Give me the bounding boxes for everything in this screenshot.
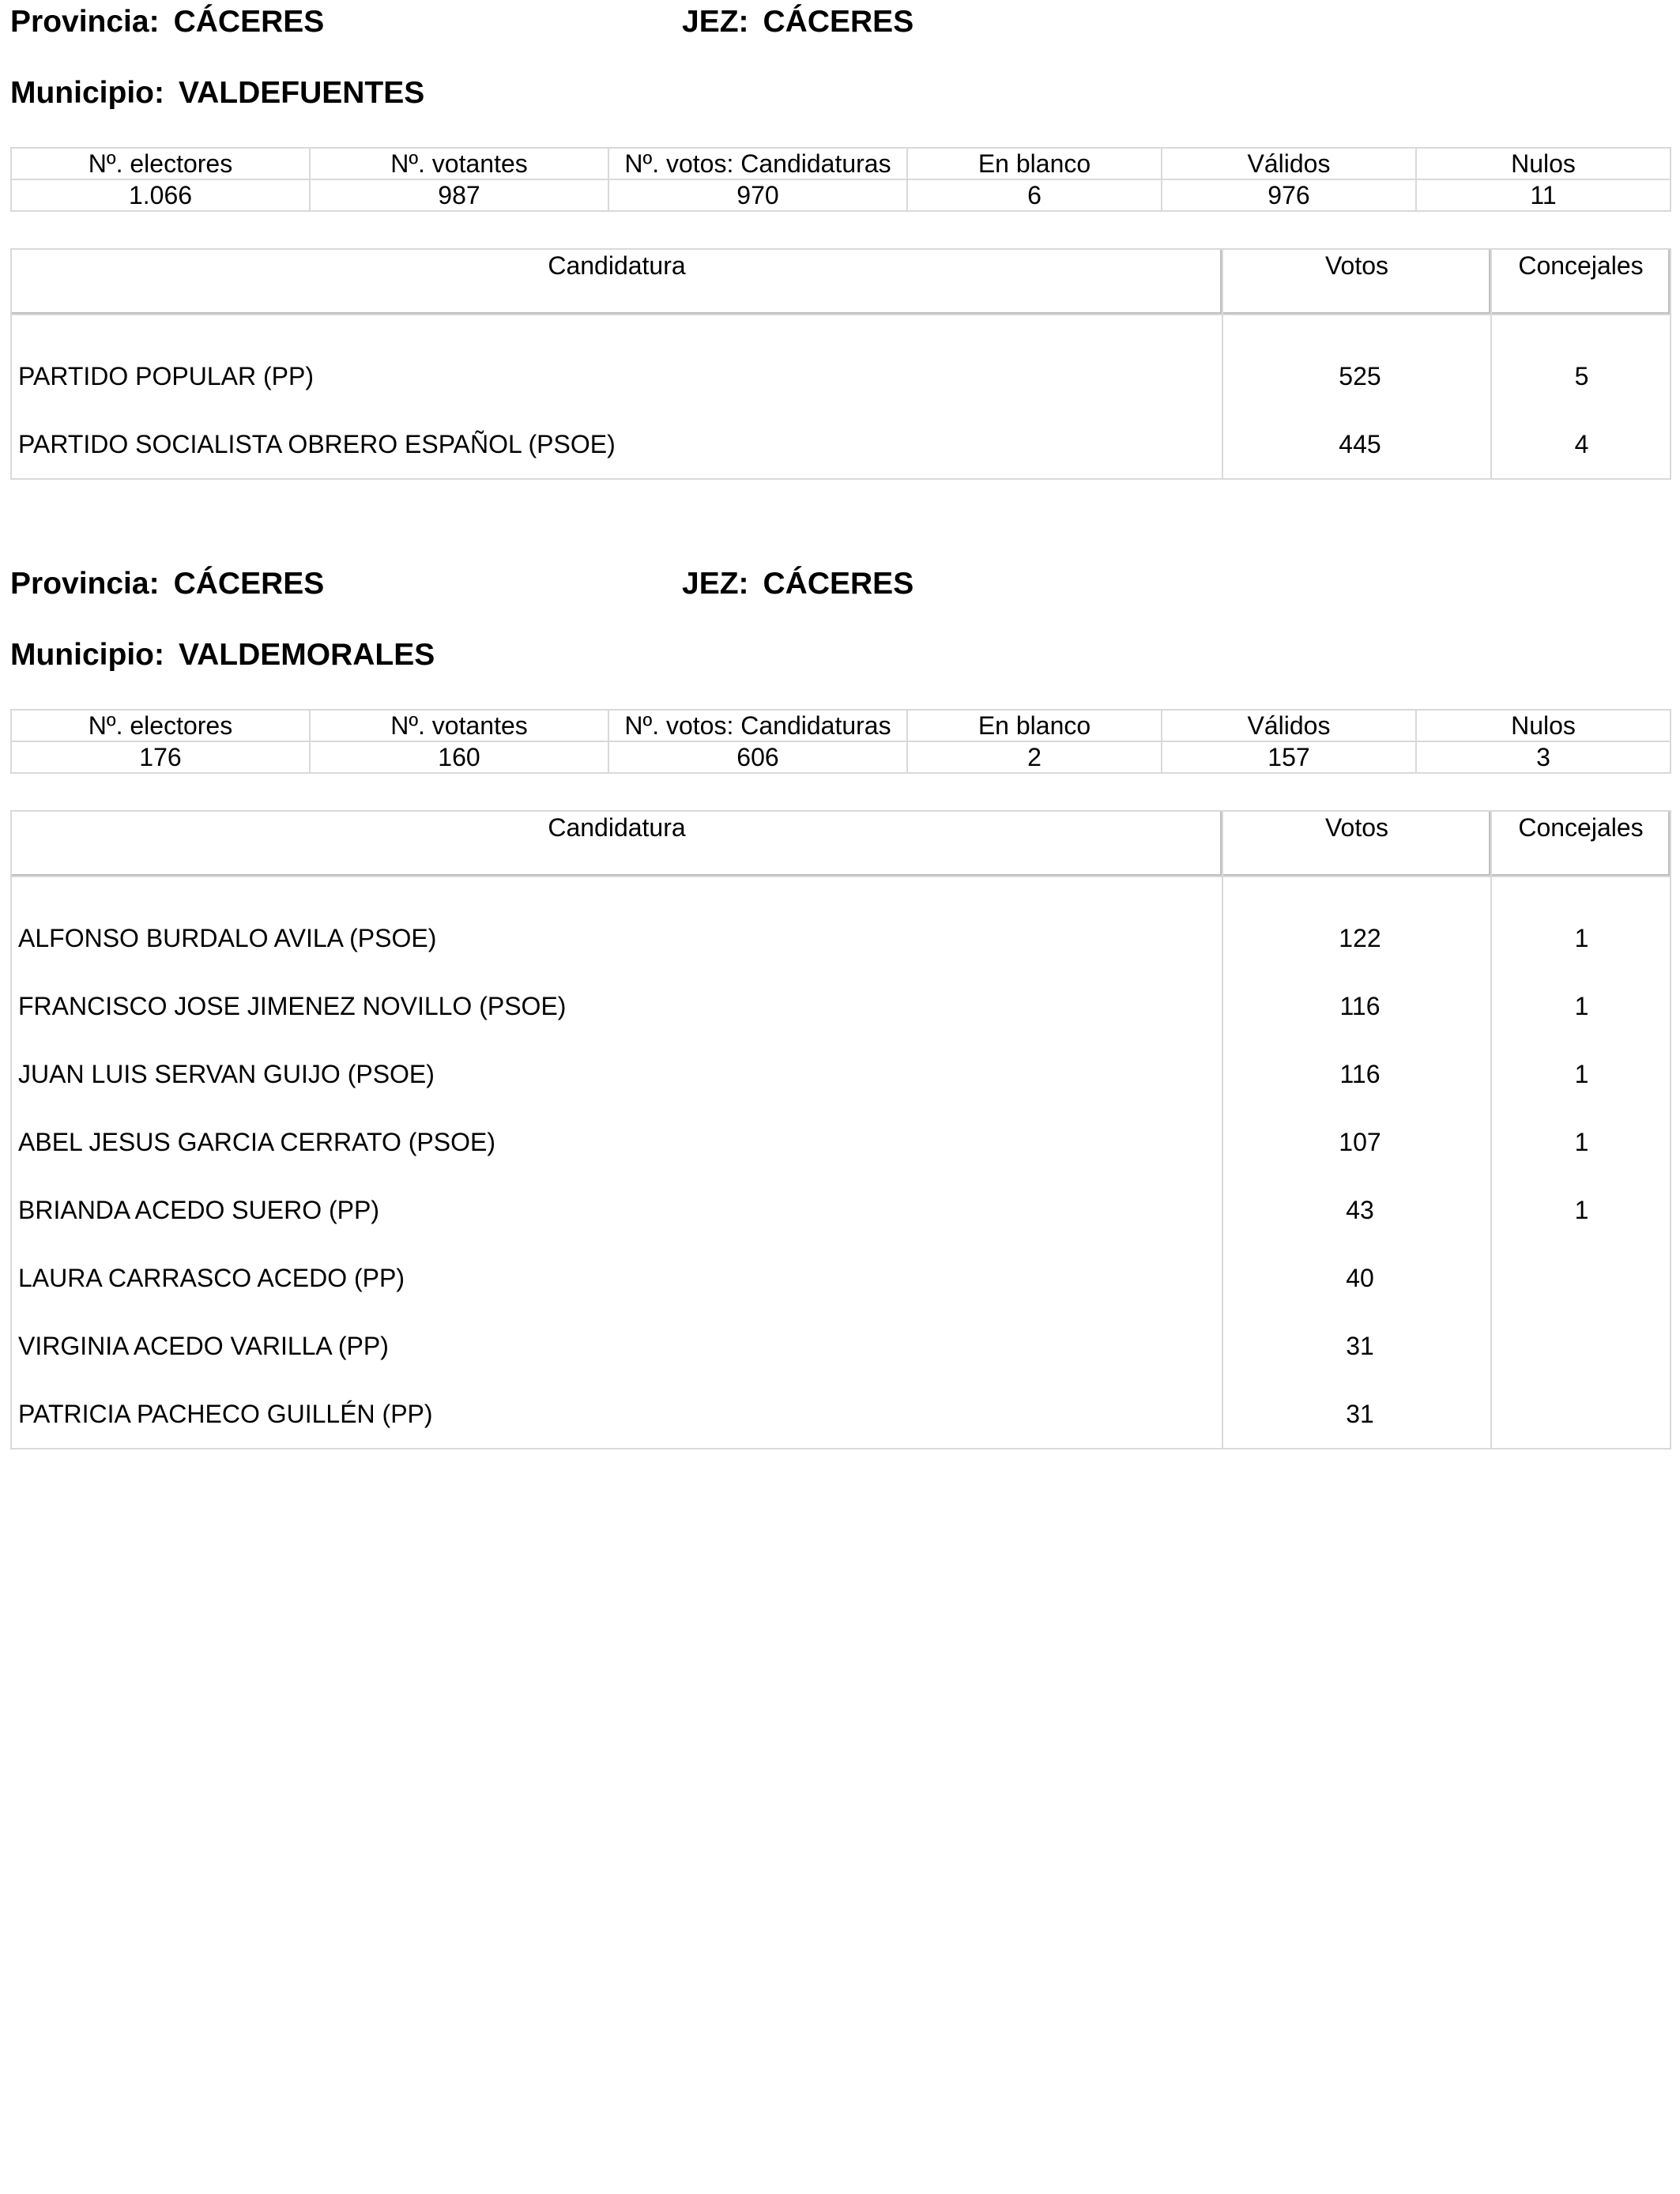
stats-value-cell: 2 xyxy=(907,741,1162,773)
header-row xyxy=(10,562,1670,609)
jez-heading xyxy=(682,5,913,40)
stats-header-row xyxy=(11,148,1671,179)
stats-value-cell: 1.066 xyxy=(11,179,310,211)
stats-value-cell: 176 xyxy=(11,741,310,773)
candidate-votos: 107 xyxy=(1222,1108,1491,1176)
candidate-votos: 31 xyxy=(1222,1312,1491,1380)
municipio-value: VALDEFUENTES xyxy=(178,76,425,110)
candidate-concejales: 1 xyxy=(1491,1108,1671,1176)
candidates-table xyxy=(10,248,1671,480)
jez-label: JEZ: xyxy=(682,5,749,39)
provincia-label: Provincia: xyxy=(10,567,160,601)
candidate-votos: 445 xyxy=(1222,410,1491,479)
table-row xyxy=(11,1176,1671,1244)
jez-heading xyxy=(682,567,913,601)
stats-table xyxy=(10,147,1671,212)
stats-header-cell: Nº. votos: Candidaturas xyxy=(608,148,907,179)
stats-header-cell: Válidos xyxy=(1162,148,1416,179)
stats-header-cell: Válidos xyxy=(1162,710,1416,741)
jez-value: CÁCERES xyxy=(763,5,914,39)
stats-header-cell: Nulos xyxy=(1416,148,1671,179)
stats-header-cell: En blanco xyxy=(907,148,1162,179)
table-row xyxy=(11,1312,1671,1380)
stats-header-cell: Nº. votos: Candidaturas xyxy=(608,710,907,741)
stats-value-row xyxy=(11,741,1671,773)
provincia-label: Provincia: xyxy=(10,5,160,39)
jez-value: CÁCERES xyxy=(763,567,914,601)
candidate-name: BRIANDA ACEDO SUERO (PP) xyxy=(11,1176,1222,1244)
provincia-heading xyxy=(10,5,324,40)
stats-header-cell: Nulos xyxy=(1416,710,1671,741)
stats-value-cell: 976 xyxy=(1162,179,1416,211)
candidate-name: PARTIDO SOCIALISTA OBRERO ESPAÑOL (PSOE) xyxy=(11,410,1222,479)
candidate-votos: 31 xyxy=(1222,1380,1491,1449)
candidate-name: FRANCISCO JOSE JIMENEZ NOVILLO (PSOE) xyxy=(11,972,1222,1040)
stats-value-cell: 6 xyxy=(907,179,1162,211)
candidate-name: JUAN LUIS SERVAN GUIJO (PSOE) xyxy=(11,1040,1222,1108)
candidate-votos: 116 xyxy=(1222,972,1491,1040)
candidates-header-row xyxy=(11,811,1671,876)
candidate-name: ABEL JESUS GARCIA CERRATO (PSOE) xyxy=(11,1108,1222,1176)
candidates-header-row xyxy=(11,249,1671,315)
stats-header-cell: Nº. votantes xyxy=(310,148,608,179)
municipio-label: Municipio: xyxy=(10,76,164,110)
header-row xyxy=(10,0,1670,47)
candidate-concejales xyxy=(1491,1244,1671,1312)
municipio-heading xyxy=(10,638,435,673)
provincia-heading xyxy=(10,567,324,601)
candidate-concejales xyxy=(1491,1380,1671,1449)
municipio-label: Municipio: xyxy=(10,638,164,672)
candidates-table xyxy=(10,810,1671,1449)
candidate-concejales: 1 xyxy=(1491,1040,1671,1108)
votos-header: Votos xyxy=(1222,811,1491,876)
candidate-votos: 525 xyxy=(1222,315,1491,410)
votos-header: Votos xyxy=(1222,249,1491,315)
provincia-value: CÁCERES xyxy=(173,5,325,39)
stats-value-cell: 970 xyxy=(608,179,907,211)
municipio-row xyxy=(10,638,1670,685)
table-row xyxy=(11,315,1671,410)
stats-header-row xyxy=(11,710,1671,741)
candidate-votos: 122 xyxy=(1222,876,1491,972)
candidatura-header: Candidatura xyxy=(11,249,1222,315)
table-row xyxy=(11,1040,1671,1108)
municipio-section-valdemorales xyxy=(10,562,1670,1449)
candidate-concejales: 1 xyxy=(1491,1176,1671,1244)
candidate-votos: 43 xyxy=(1222,1176,1491,1244)
candidate-concejales: 4 xyxy=(1491,410,1671,479)
stats-value-cell: 11 xyxy=(1416,179,1671,211)
stats-value-row xyxy=(11,179,1671,211)
candidate-name: ALFONSO BURDALO AVILA (PSOE) xyxy=(11,876,1222,972)
stats-value-cell: 160 xyxy=(310,741,608,773)
municipio-row xyxy=(10,76,1670,123)
candidate-name: PATRICIA PACHECO GUILLÉN (PP) xyxy=(11,1380,1222,1449)
stats-header-cell: Nº. electores xyxy=(11,148,310,179)
candidate-votos: 40 xyxy=(1222,1244,1491,1312)
stats-header-cell: Nº. votantes xyxy=(310,710,608,741)
municipio-value: VALDEMORALES xyxy=(178,638,435,672)
concejales-header: Concejales xyxy=(1491,811,1671,876)
candidate-concejales: 5 xyxy=(1491,315,1671,410)
candidate-votos: 116 xyxy=(1222,1040,1491,1108)
table-row xyxy=(11,410,1671,479)
stats-table xyxy=(10,709,1671,774)
stats-header-cell: Nº. electores xyxy=(11,710,310,741)
table-row xyxy=(11,972,1671,1040)
candidate-concejales xyxy=(1491,1312,1671,1380)
concejales-header: Concejales xyxy=(1491,249,1671,315)
table-row xyxy=(11,1380,1671,1449)
stats-value-cell: 987 xyxy=(310,179,608,211)
candidate-name: VIRGINIA ACEDO VARILLA (PP) xyxy=(11,1312,1222,1380)
candidate-concejales: 1 xyxy=(1491,972,1671,1040)
candidate-name: LAURA CARRASCO ACEDO (PP) xyxy=(11,1244,1222,1312)
provincia-value: CÁCERES xyxy=(173,567,325,601)
candidate-name: PARTIDO POPULAR (PP) xyxy=(11,315,1222,410)
table-row xyxy=(11,1244,1671,1312)
candidatura-header: Candidatura xyxy=(11,811,1222,876)
municipio-heading xyxy=(10,76,424,111)
jez-label: JEZ: xyxy=(682,567,749,601)
stats-value-cell: 157 xyxy=(1162,741,1416,773)
stats-value-cell: 606 xyxy=(608,741,907,773)
candidate-concejales: 1 xyxy=(1491,876,1671,972)
table-row xyxy=(11,1108,1671,1176)
table-row xyxy=(11,876,1671,972)
stats-header-cell: En blanco xyxy=(907,710,1162,741)
municipio-section-valdefuentes xyxy=(10,0,1670,480)
stats-value-cell: 3 xyxy=(1416,741,1671,773)
